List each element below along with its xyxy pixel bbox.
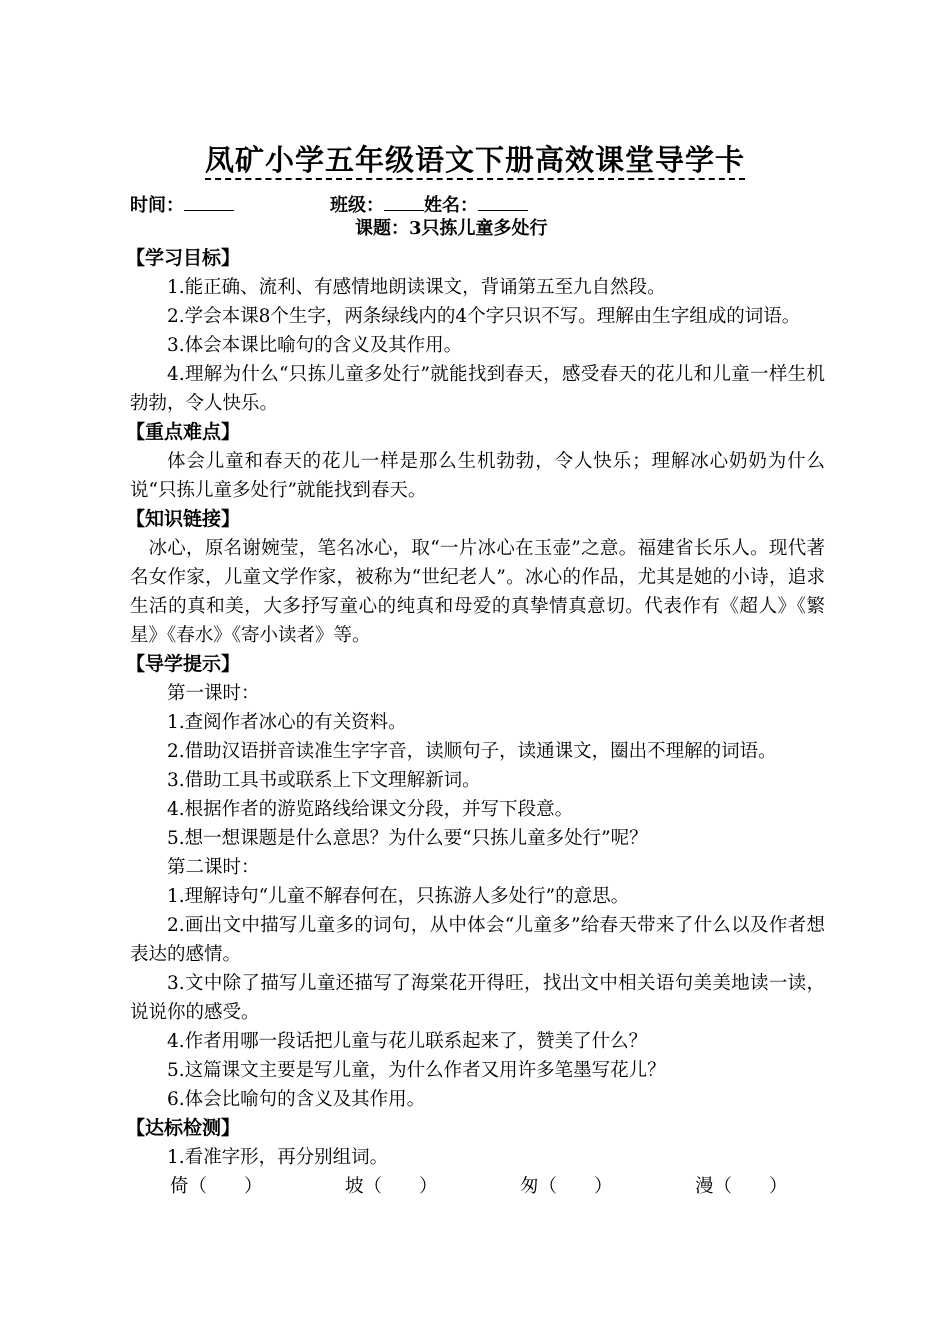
word-blank[interactable]: 坡（ ） xyxy=(345,1176,438,1197)
time-label: 时间： xyxy=(130,195,184,216)
guide-item: 5.想一想课题是什么意思？为什么要“只拣儿童多处行”呢？ xyxy=(167,828,648,849)
lesson1-label: 第一课时： xyxy=(167,683,260,704)
guide-item: 5.这篇课文主要是写儿童，为什么作者又用许多笔墨写花儿？ xyxy=(167,1060,666,1081)
guide-item: 3.文中除了描写儿童还描写了海棠花开得旺，找出文中相关语句美美地读一读，说说你的感受。 xyxy=(130,973,825,1023)
guide-item: 1.理解诗句“儿童不解春何在，只拣游人多处行”的意思。 xyxy=(167,886,630,907)
goal-item: 1.能正确、流利、有感情地朗读课文，背诵第五至九自然段。 xyxy=(167,277,666,298)
name-label: 姓名： xyxy=(424,195,478,216)
goal-item: 2.学会本课8个生字，两条绿线内的4个字只识不写。理解由生字组成的词语。 xyxy=(167,306,801,327)
guide-item: 2.画出文中描写儿童多的词句，从中体会“儿童多”给春天带来了什么以及作者想表达的感情。 xyxy=(130,915,825,965)
guide-item: 1.查阅作者冰心的有关资料。 xyxy=(167,712,407,733)
word-row xyxy=(130,1172,825,1201)
word-blank[interactable]: 漫（ ） xyxy=(695,1176,788,1197)
key-text: 体会儿童和春天的花儿一样是那么生机勃勃，令人快乐；理解冰心奶奶为什么说“只拣儿童多处行”就能找到春天。 xyxy=(130,451,825,501)
test-question: 1.看准字形，再分别组词。 xyxy=(167,1147,389,1168)
word-blank[interactable]: 匆（ ） xyxy=(520,1176,613,1197)
guide-item: 4.根据作者的游览路线给课文分段，并写下段意。 xyxy=(167,799,574,820)
goal-item: 3.体会本课比喻句的含义及其作用。 xyxy=(167,335,463,356)
knowledge-text: 冰心，原名谢婉莹，笔名冰心，取“一片冰心在玉壶”之意。福建省长乐人。现代著名女作家，儿童文学作家，被称为“世纪老人”。冰心的作品，尤其是她的小诗，追求生活的真和美，大多抒写童心的纯真和母爱的真挚情真意切。代表作有《超人》《繁星》《春水》《寄小读者》等。 xyxy=(130,538,825,646)
guide-item: 3.借助工具书或联系上下文理解新词。 xyxy=(167,770,481,791)
info-line xyxy=(130,190,528,219)
class-label: 班级： xyxy=(330,195,384,216)
guide-item: 4.作者用哪一段话把儿童与花儿联系起来了，赞美了什么？ xyxy=(167,1031,648,1052)
section-heading-guide: 【导学提示】 xyxy=(126,653,241,675)
guide-item: 2.借助汉语拼音读准生字字音，读顺句子，读通课文，圈出不理解的词语。 xyxy=(167,741,777,762)
class-blank[interactable] xyxy=(384,190,424,211)
guide-item: 6.体会比喻句的含义及其作用。 xyxy=(167,1089,426,1110)
section-heading-goals: 【学习目标】 xyxy=(126,247,241,269)
word-blank[interactable]: 倚（ ） xyxy=(170,1176,263,1197)
section-heading-knowledge: 【知识链接】 xyxy=(126,508,241,530)
name-blank[interactable] xyxy=(478,190,528,211)
section-heading-test: 【达标检测】 xyxy=(126,1117,241,1139)
goal-item: 4.理解为什么“只拣儿童多处行”就能找到春天，感受春天的花儿和儿童一样生机勃勃，令人快乐。 xyxy=(130,364,825,414)
section-heading-key: 【重点难点】 xyxy=(126,421,241,443)
lesson2-label: 第二课时： xyxy=(167,857,260,878)
lesson-topic: 课题：3只拣儿童多处行 xyxy=(355,218,548,239)
content xyxy=(126,244,825,1201)
time-blank[interactable] xyxy=(184,190,234,211)
title-text: 凤矿小学五年级语文下册高效课堂导学卡 xyxy=(205,143,745,180)
page-title xyxy=(0,140,950,180)
